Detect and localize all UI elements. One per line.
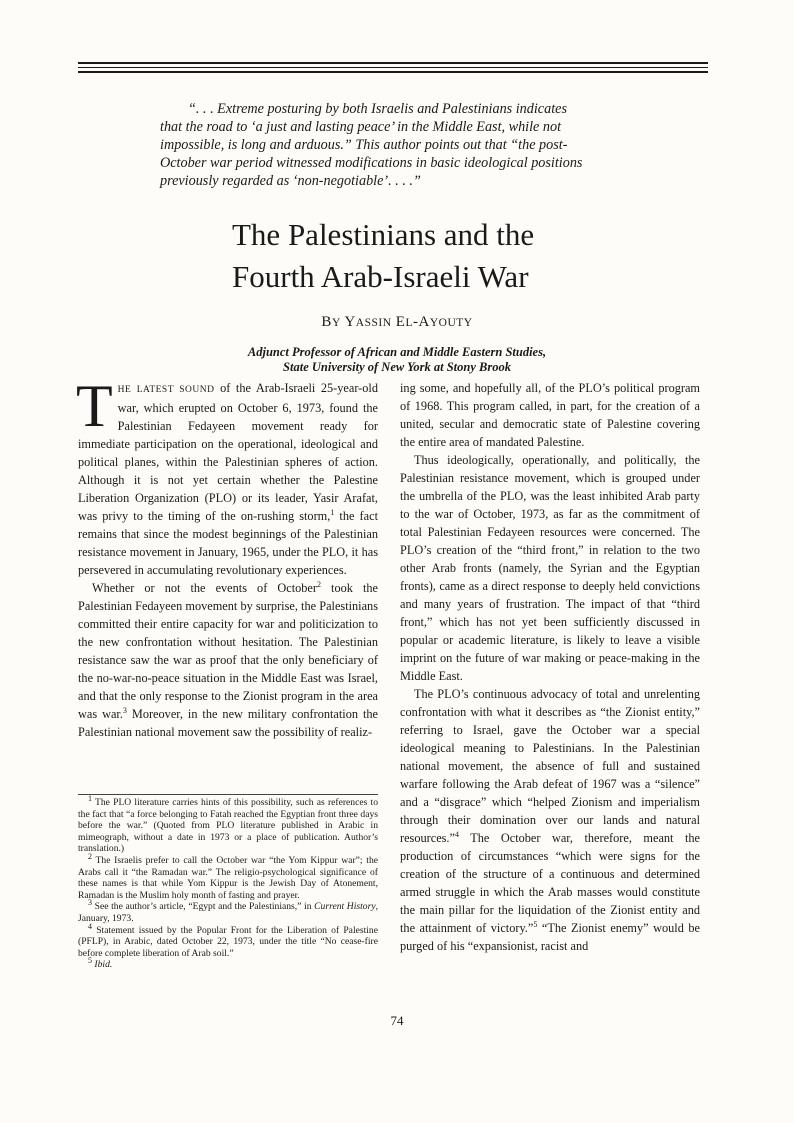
footnote-ref: 3 <box>122 705 127 715</box>
epigraph-line: impossible, is long and arduous.” This author points out that “the post- <box>160 137 568 153</box>
body-paragraph <box>400 685 700 955</box>
drop-cap: T <box>76 373 113 439</box>
epigraph-line: October war period witnessed modifications in basic ideological positions <box>160 155 583 171</box>
body-text: The October war, therefore, meant the production of circumstances “which were signs for the creation of the structure of a continuous and determined armed struggle in which the Arab masses would constitute the main pillar for the liquidation of the Zionist entity and the attainment of victory.” <box>400 831 700 935</box>
byline-by-cap: B <box>321 314 332 330</box>
title-line-2: Fourth Arab-Israeli War <box>232 259 529 294</box>
body-text: The PLO’s continuous advocacy of total and unrelenting confrontation with what it describes as “the Zionist entity,” referring to Israel, gave the October war a special ideological meaning to Palestinians. In the Palestinian national movement, the absence of full and sustained warfare following the Arab defeat of 1967 was a “silence” and a “disgrace” which “helped Zionism and imperialism through their domination over our lands and natural resources.” <box>400 687 700 845</box>
body-text: Whether or not the events of October <box>92 581 317 595</box>
body-paragraph <box>78 579 378 741</box>
body-paragraph <box>76 373 378 579</box>
page-number: 74 <box>390 1013 404 1028</box>
author-first-rest: ASSIN <box>355 317 392 329</box>
footnote-ref: 1 <box>330 507 335 517</box>
footnote-rule <box>78 794 378 795</box>
body-paragraph: Thus ideologically, operationally, and politically, the Palestinian resistance movement, which is grouped under the umbrella of the PLO, was the least inhibited Arab party to the war of October, 1973, as far as the commitment of total Palestinian Fedayeen resources were concerned. The PLO’s creation of the “third front,” in relation to the two other Arab fronts (namely, the Syrian and the Egyptian fronts), came as a direct response to deeply held convictions and many years of frustration. The impact of that “third front,” which has not yet been sufficiently discussed in popular or academic literature, is likely to leave a visible imprint on the future of war making or peace-making in the Middle East. <box>400 453 700 683</box>
epigraph-line: previously regarded as ‘non-negotiable’. . . .” <box>160 173 421 189</box>
body-text: of the Arab-Israeli 25-year-old war, which erupted on October 6, 1973, found the Palestinian Fedayeen movement ready for immediate participation on the operational, ideological and political planes, within the Palestinian spheres of action. Although it is not yet certain whether the Palestine Liberation Organization (PLO) or its leader, Yasir Arafat, was privy to the timing of the on-rushing storm, <box>78 381 378 523</box>
footnotes <box>78 793 378 971</box>
footnote-ref: 4 <box>454 829 459 839</box>
footnote: $^3$ See the author’s article, “Egypt and the Palestinians,” in Current History, January, 1973. <box>78 898 378 924</box>
footnote: $^5$ Ibid. <box>88 956 113 971</box>
author-first-cap: Y <box>344 314 356 330</box>
lead-in-smallcaps: HE LATEST SOUND <box>117 385 215 395</box>
article-title <box>232 214 632 298</box>
body-text: took the Palestinian Fedayeen movement by surprise, the Palestinians committed their entire capacity for war and politicization to the new confrontation without hesitation. The Palestinian resistance saw the war as proof that the only beneficiary of the no-war-no-peace situation in the Middle East was Israel, and that the only response to the Zionist program in the area was war. <box>78 581 378 721</box>
body-text: Moreover, in the new military confrontation the Palestinian national movement saw the possibility of realiz- <box>78 707 378 739</box>
footnote-ref: 2 <box>316 579 321 589</box>
epigraph-line: “. . . Extreme posturing by both Israelis and Palestinians indicates <box>188 101 567 117</box>
footnote-ref: 5 <box>533 919 538 929</box>
body-paragraph: ing some, and hopefully all, of the PLO’s political program of 1968. This program called, in part, for the creation of a united, secular and democratic state of Palestine covering the entire area of mandated Palestine. <box>400 381 700 449</box>
byline-by-rest: Y <box>331 317 341 329</box>
author-affiliation <box>0 345 794 375</box>
footnote: $^4$ Statement issued by the Popular Front for the Liberation of Palestine (PFLP), in Arabic, dated October 22, 1973, under the title “No cease-fire before complete liberation of Arab soil.” <box>78 921 378 959</box>
footnote: $^1$ The PLO literature carries hints of this possibility, such as references to the fact that “a force belonging to Fatah reached the Egyptian front three days before the war.” (Quoted from PLO literature published in Arabic in mimeograph, without a date in 1973 or a place of publication. Author’s translation.) <box>78 793 378 855</box>
body-text: “The Zionist enemy” would be purged of his “expansionist, racist and <box>400 921 700 953</box>
affiliation-line-1: Adjunct Professor of African and Middle Eastern Studies, <box>247 345 547 359</box>
body-text: the fact remains that since the modest beginnings of the Palestinian resistance movement in January, 1965, under the PLO, it has persevered in accumulating revolutionary experiences. <box>78 509 378 577</box>
byline: BY YASSIN EL-AYOUTY <box>321 314 473 330</box>
epigraph <box>160 100 636 190</box>
header-rule-middle <box>78 67 708 68</box>
header-rule-top <box>78 62 708 64</box>
affiliation-line-2: State University of New York at Stony Brook <box>283 360 511 374</box>
author-last-cap2: A <box>418 314 430 330</box>
title-line-1: The Palestinians and the <box>232 217 535 252</box>
epigraph-line: that the road to ‘a just and lasting peace’ in the Middle East, while not <box>160 119 562 135</box>
author-last-mid: L <box>405 317 413 329</box>
left-column <box>76 373 378 741</box>
author-last-cap: E <box>395 314 406 330</box>
footnote: $^2$ The Israelis prefer to call the October war “the Yom Kippur war”; the Arabs call it “the Ramadan war.” The religio-psychological significance of these names is that while Yom Kippur is the Jewish Day of Atonement, Ramadan is the Muslim holy month of fasting and prayer. <box>78 851 378 901</box>
right-column <box>400 379 700 955</box>
author-last-rest: YOUTY <box>429 317 473 329</box>
header-rule-bottom <box>78 71 708 73</box>
